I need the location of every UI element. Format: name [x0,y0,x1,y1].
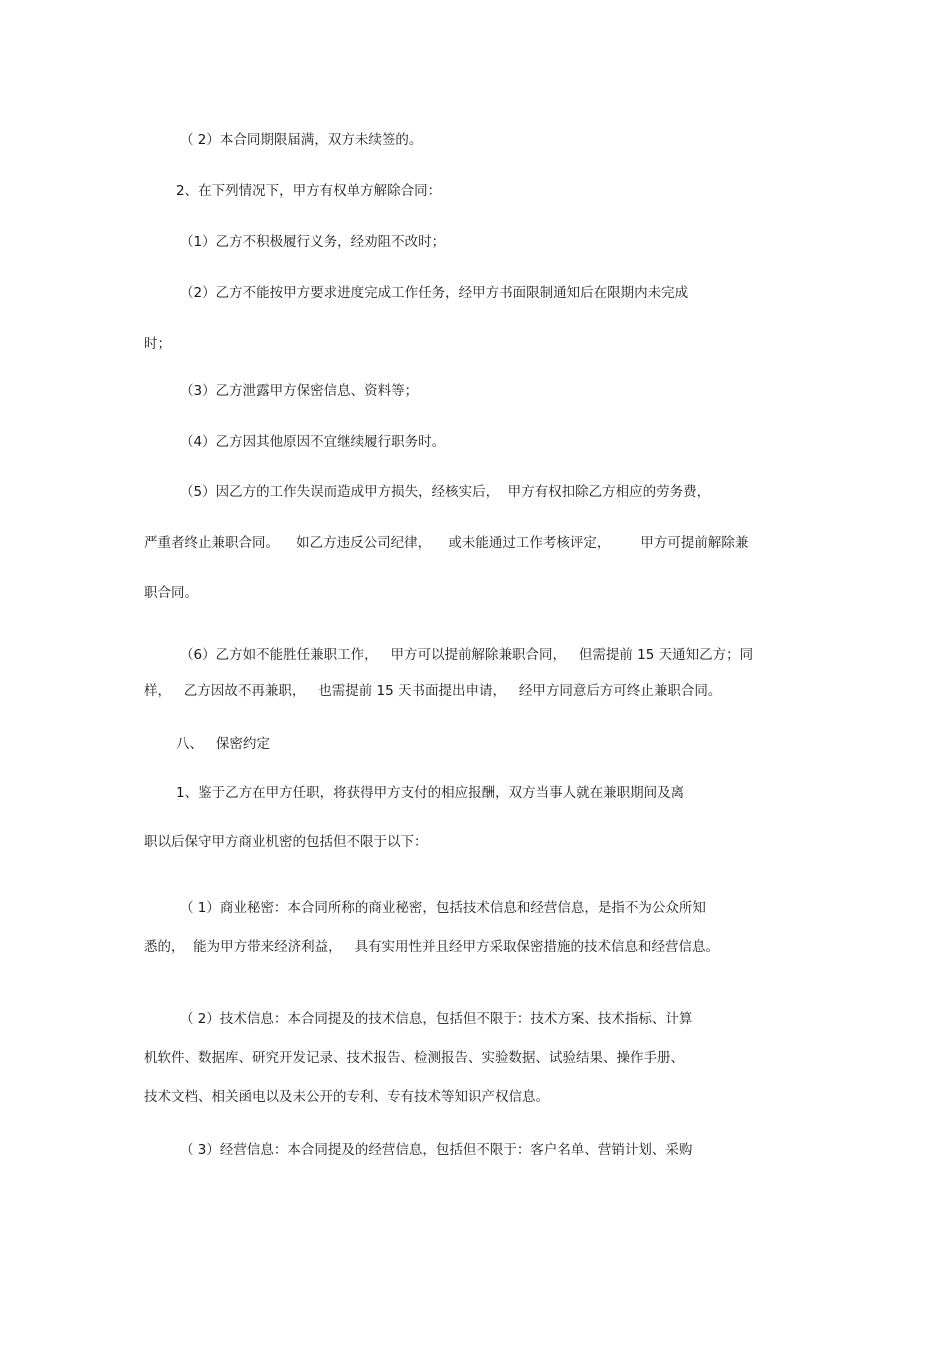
text-line: 1、鉴于乙方在甲方任职，将获得甲方支付的相应报酬，双方当事人就在兼职期间及离 [176,785,685,801]
text-line: 悉的， 能为甲方带来经济利益， 具有实用性并且经甲方采取保密措施的技术信息和经营信息。 [144,939,719,955]
text-line: 严重者终止兼职合同。 如乙方违反公司纪律， 或未能通过工作考核评定， 甲方可提前解除兼 [144,535,749,551]
text-line: （5）因乙方的工作失误而造成甲方损失，经核实后， 甲方有权扣除乙方相应的劳务费， [180,484,711,500]
text-line: 职以后保守甲方商业机密的包括但不限于以下： [144,834,428,850]
text-line: 样， 乙方因故不再兼职， 也需提前 15 天书面提出申请， 经甲方同意后方可终止兼职合同。 [144,683,722,699]
text-line: 2、在下列情况下，甲方有权单方解除合同： [176,183,442,199]
text-line: 机软件、数据库、研究开发记录、技术报告、检测报告、实验数据、试验结果、操作手册、 [144,1050,684,1066]
text-line: （4）乙方因其他原因不宜继续履行职务时。 [180,434,446,450]
text-line: （6）乙方如不能胜任兼职工作， 甲方可以提前解除兼职合同， 但需提前 15 天通知乙方；同 [180,647,754,663]
text-line: （ 3）经营信息：本合同提及的经营信息，包括但不限于：客户名单、营销计划、采购 [180,1142,693,1158]
text-line: 时； [144,336,171,352]
text-line: （2）乙方不能按甲方要求进度完成工作任务，经甲方书面限制通知后在限期内未完成 [180,285,689,301]
text-line: 技术文档、相关函电以及未公开的专利、专有技术等知识产权信息。 [144,1089,549,1105]
text-line: （ 2）本合同期限届满，双方未续签的。 [180,132,423,148]
text-line: （ 1）商业秘密：本合同所称的商业秘密，包括技术信息和经营信息，是指不为公众所知 [180,900,706,916]
text-line: （3）乙方泄露甲方保密信息、资料等； [180,383,419,399]
text-line: （1）乙方不积极履行义务，经劝阻不改时； [180,234,446,250]
text-line: 职合同。 [144,585,198,601]
section-heading: 八、 保密约定 [176,736,270,752]
text-line: （ 2）技术信息：本合同提及的技术信息，包括但不限于：技术方案、技术指标、计算 [180,1011,693,1027]
